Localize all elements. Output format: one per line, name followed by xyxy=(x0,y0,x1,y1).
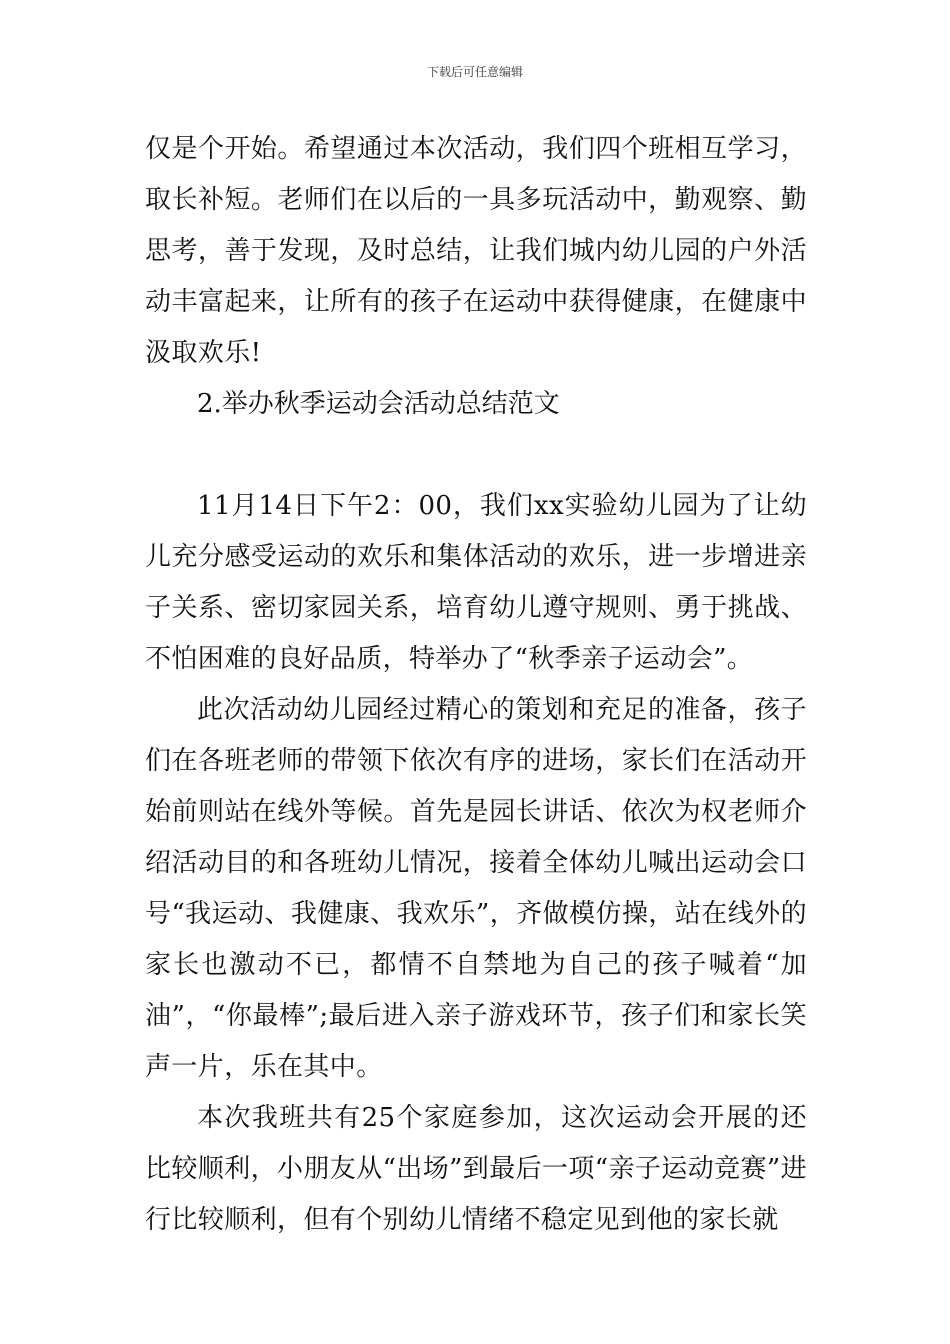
document-body xyxy=(145,124,807,1246)
page-header xyxy=(0,64,950,80)
section-heading: 2.举办秋季运动会活动总结范文 xyxy=(197,389,560,419)
paragraph-class-summary: 本次我班共有25个家庭参加，这次运动会开展的还比较顺利，小朋友从“出场”到最后一项“亲子运动竞赛”进行比较顺利，但有个别幼儿情绪不稳定见到他的家长就 xyxy=(145,1103,807,1235)
paragraph-activity: 此次活动幼儿园经过精心的策划和充足的准备，孩子们在各班老师的带领下依次有序的进场，家长们在活动开始前则站在线外等候。首先是园长讲话、依次为权老师介绍活动目的和各班幼儿情况，接着全体幼儿喊出运动会口号“我运动、我健康、我欢乐”，齐做模仿操，站在线外的家长也激动不已，都情不自禁地为自己的孩子喊着“加油”，“你最棒”;最后进入亲子游戏环节，孩子们和家长笑声一片，乐在其中。 xyxy=(145,695,807,1082)
blank-line xyxy=(145,430,807,481)
paragraph-intro: 11月14日下午2：00，我们xx实验幼儿园为了让幼儿充分感受运动的欢乐和集体活动的欢乐，进一步增进亲子关系、密切家园关系，培育幼儿遵守规则、勇于挑战、不怕困难的良好品质，特举办了“秋季亲子运动会”。 xyxy=(145,491,807,674)
paragraph-continuation: 仅是个开始。希望通过本次活动，我们四个班相互学习，取长补短。老师们在以后的一具多玩活动中，勤观察、勤思考，善于发现，及时总结，让我们城内幼儿园的户外活动丰富起来，让所有的孩子在运动中获得健康，在健康中汲取欢乐! xyxy=(145,134,807,368)
header-note: 下载后可任意编辑 xyxy=(426,65,523,79)
